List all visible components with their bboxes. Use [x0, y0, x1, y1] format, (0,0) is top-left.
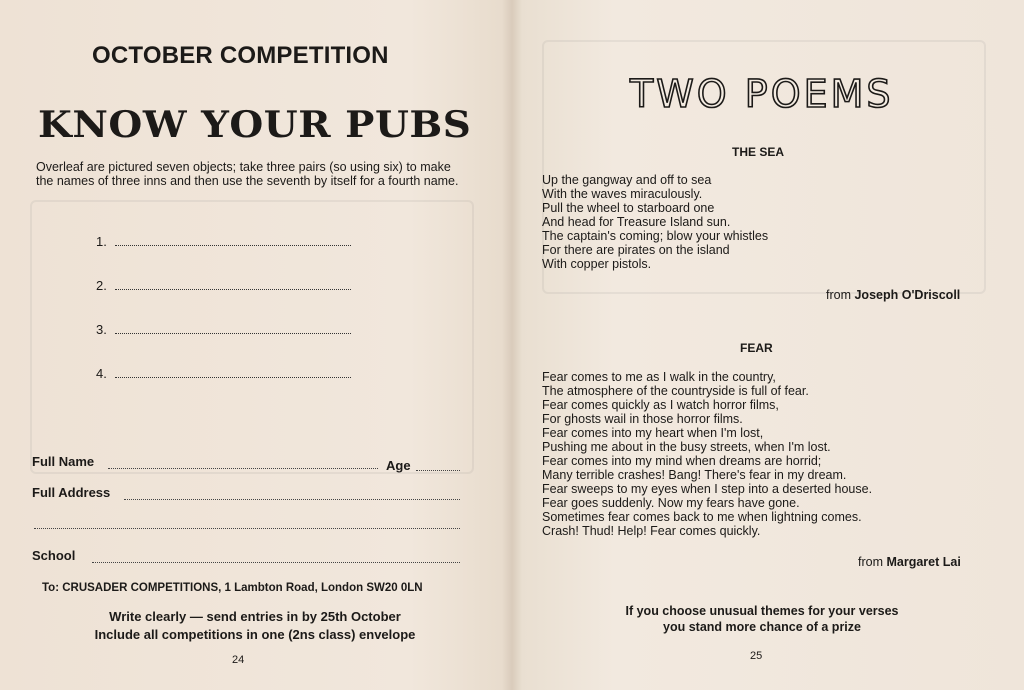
- competition-title: KNOW YOUR PUBS: [38, 104, 472, 146]
- poem-line: The captain's coming; blow your whistles: [542, 229, 769, 243]
- answer-number: 3.: [96, 322, 107, 337]
- page-number-right: 25: [750, 650, 763, 662]
- poem-line: Crash! Thud! Help! Fear comes quickly.: [542, 524, 761, 538]
- poem-line: Fear comes into my mind when dreams are horrid;: [542, 454, 822, 468]
- answer-line-3[interactable]: [96, 322, 351, 337]
- answer-line-2[interactable]: [96, 278, 351, 293]
- deadline-note: Write clearly — send entries in by 25th October: [109, 609, 401, 624]
- age-field[interactable]: [416, 470, 460, 471]
- poem-line: Fear comes into my heart when I'm lost,: [542, 426, 764, 440]
- poem-line: Pushing me about in the busy streets, when I'm lost.: [542, 440, 831, 454]
- from-label: from: [858, 555, 883, 569]
- answer-number: 2.: [96, 278, 107, 293]
- poem-line: Up the gangway and off to sea: [542, 173, 712, 187]
- poem-line: And head for Treasure Island sun.: [542, 215, 731, 229]
- poem-line: Sometimes fear comes back to me when lightning comes.: [542, 510, 862, 524]
- from-label: from: [826, 288, 851, 302]
- answer-dots: [115, 367, 351, 378]
- prize-tip: If you choose unusual themes for your verses you stand more chance of a prize: [625, 604, 899, 634]
- poem-line: For ghosts wail in those horror films.: [542, 412, 743, 426]
- poem-line: Fear goes suddenly. Now my fears have gone.: [542, 496, 800, 510]
- poem-line: Pull the wheel to starboard one: [542, 201, 715, 215]
- poem-line: With the waves miraculously.: [542, 187, 703, 201]
- school-field[interactable]: [92, 562, 460, 563]
- poem-credit-sea: [826, 288, 960, 302]
- competition-intro: Overleaf are pictured seven objects; take three pairs (so using six) to make the names of three inns and then use the seventh by itself for a fourth name.: [36, 160, 459, 188]
- answer-dots: [115, 279, 351, 290]
- poem-sea: [542, 173, 768, 271]
- answer-line-4[interactable]: [96, 366, 351, 381]
- school-label: School: [32, 548, 76, 563]
- address-field-line-1[interactable]: [124, 499, 460, 500]
- answer-line-1[interactable]: [96, 234, 351, 249]
- poem-line: Fear comes quickly as I watch horror films,: [542, 398, 779, 412]
- author-name: Margaret Lai: [886, 555, 961, 569]
- answer-number: 1.: [96, 234, 107, 249]
- answer-dots: [115, 235, 351, 246]
- page-number-left: 24: [232, 654, 245, 666]
- address-field-line-2[interactable]: [34, 528, 460, 529]
- full-name-label: Full Name: [32, 454, 95, 469]
- left-page: [0, 0, 508, 690]
- answer-dots: [115, 323, 351, 334]
- author-name: Joseph O'Driscoll: [854, 288, 961, 302]
- envelope-note: Include all competitions in one (2ns class) envelope: [94, 627, 416, 642]
- poems-title: TWO POEMS: [630, 72, 894, 116]
- poem-line: The atmosphere of the countryside is full of fear.: [542, 384, 809, 398]
- age-label: Age: [386, 458, 411, 473]
- postal-address: To: CRUSADER COMPETITIONS, 1 Lambton Road, London SW20 0LN: [42, 582, 423, 594]
- poem-title-fear: FEAR: [740, 341, 773, 355]
- competition-heading: OCTOBER COMPETITION: [92, 42, 389, 69]
- poem-fear: [542, 370, 872, 538]
- poem-line: For there are pirates on the island: [542, 243, 730, 257]
- poem-line: With copper pistols.: [542, 257, 652, 271]
- full-address-label: Full Address: [32, 485, 111, 500]
- answer-number: 4.: [96, 366, 107, 381]
- poem-line: Fear sweeps to my eyes when I step into a deserted house.: [542, 482, 873, 496]
- right-page: [512, 0, 1024, 690]
- poem-line: Fear comes to me as I walk in the country,: [542, 370, 776, 384]
- poem-credit-fear: [858, 555, 961, 569]
- poem-title-sea: THE SEA: [732, 145, 785, 159]
- full-name-field[interactable]: [108, 468, 378, 469]
- poem-line: Many terrible crashes! Bang! There's fear in my dream.: [542, 468, 847, 482]
